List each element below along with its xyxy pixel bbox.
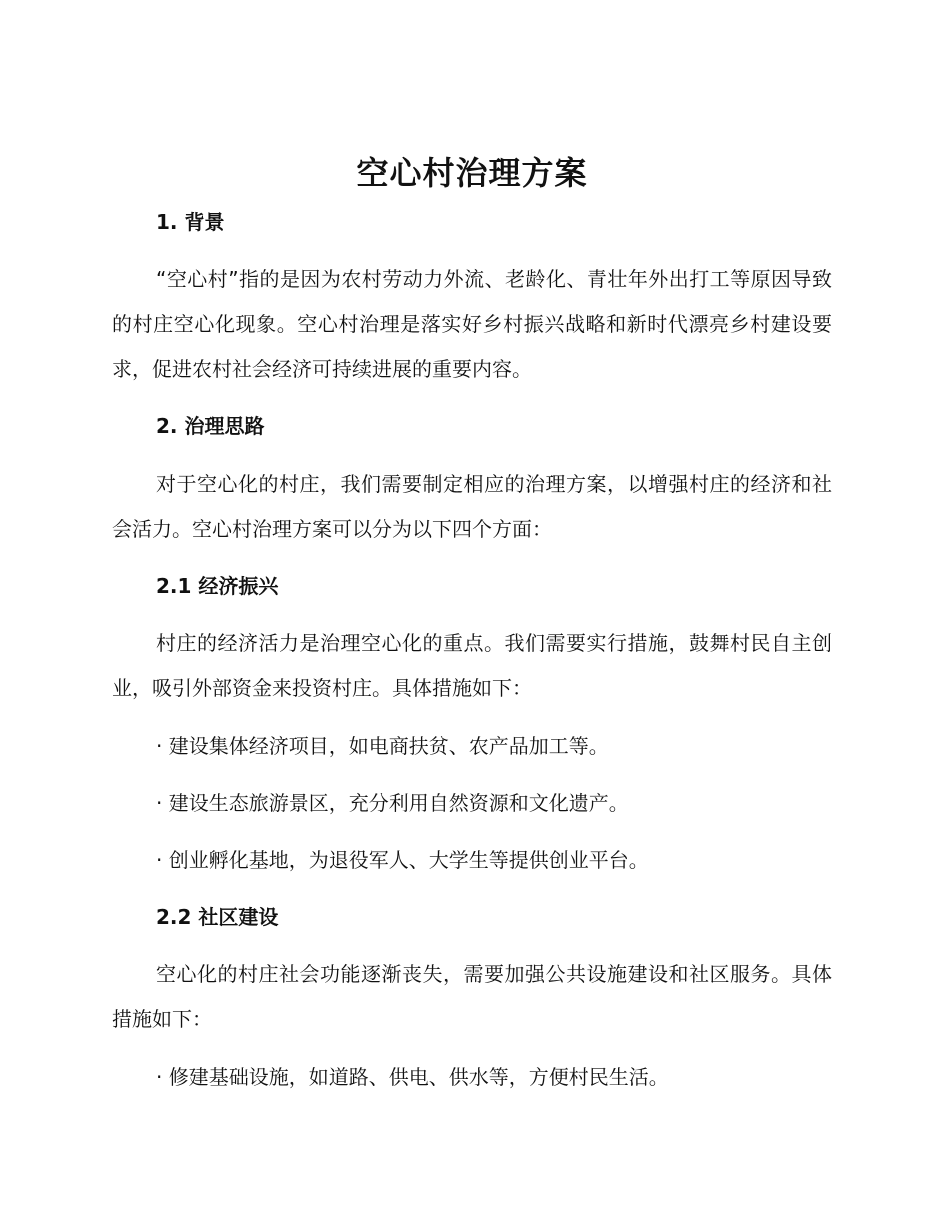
bullet-economy-1: · 建设集体经济项目，如电商扶贫、农产品加工等。 bbox=[156, 734, 609, 758]
paragraph-approach: 对于空心化的村庄，我们需要制定相应的治理方案，以增强村庄的经济和社会活力。空心村治理方案可以分为以下四个方面： bbox=[112, 472, 832, 541]
section-heading-community: 2.2 社区建设 bbox=[156, 905, 279, 929]
paragraph-background: “空心村”指的是因为农村劳动力外流、老龄化、青壮年外出打工等原因导致的村庄空心化现象。空心村治理是落实好乡村振兴战略和新时代漂亮乡村建设要求，促进农村社会经济可持续进展的重要内容。 bbox=[112, 267, 832, 381]
section-heading-economy: 2.1 经济振兴 bbox=[156, 574, 279, 598]
section-heading-background: 1. 背景 bbox=[156, 210, 225, 234]
section-heading-approach: 2. 治理思路 bbox=[156, 414, 265, 438]
document-title: 空心村治理方案 bbox=[356, 154, 588, 192]
bullet-economy-2: · 建设生态旅游景区，充分利用自然资源和文化遗产。 bbox=[156, 791, 629, 815]
paragraph-economy: 村庄的经济活力是治理空心化的重点。我们需要实行措施，鼓舞村民自主创业，吸引外部资金来投资村庄。具体措施如下： bbox=[112, 631, 832, 700]
paragraph-community: 空心化的村庄社会功能逐渐丧失，需要加强公共设施建设和社区服务。具体措施如下： bbox=[112, 962, 832, 1031]
bullet-community-1: · 修建基础设施，如道路、供电、供水等，方便村民生活。 bbox=[156, 1065, 669, 1089]
bullet-economy-3: · 创业孵化基地，为退役军人、大学生等提供创业平台。 bbox=[156, 848, 649, 872]
